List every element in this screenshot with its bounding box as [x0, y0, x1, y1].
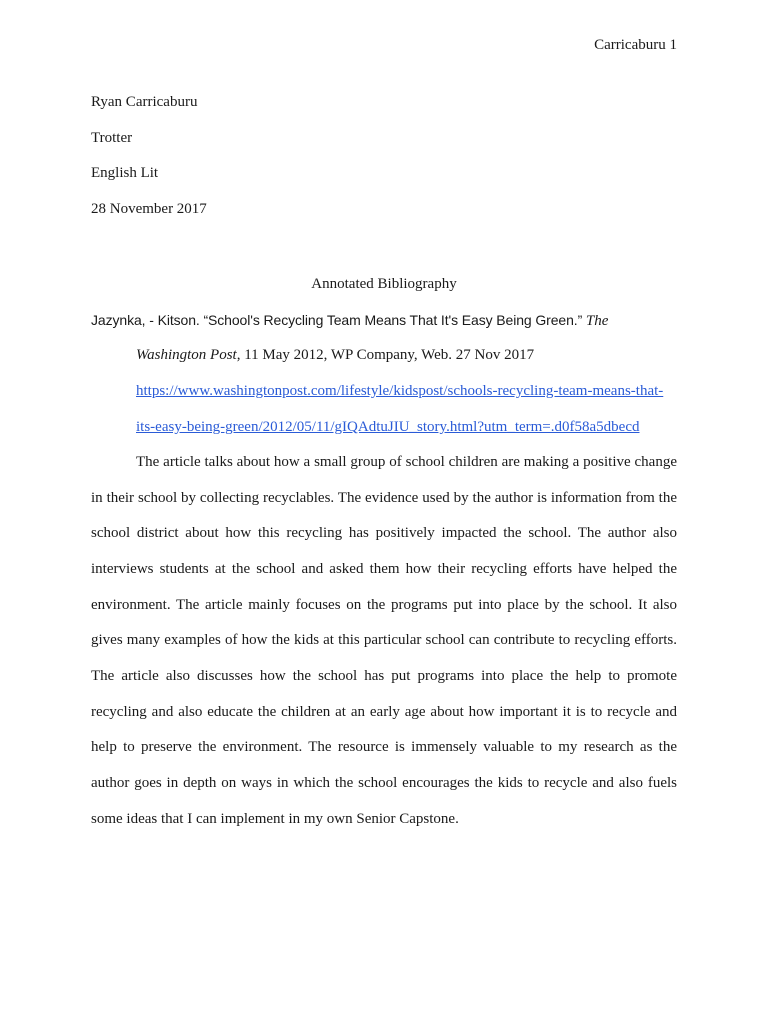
annotation-line: author goes in depth on ways in which the school encourages the kids to recycle and also fuels: [91, 775, 677, 791]
annotation-line: interviews students at the school and asked them how their recycling efforts have helped the: [91, 561, 677, 577]
citation-line-2: [136, 345, 534, 365]
citation-url-line-1[interactable]: [136, 381, 663, 401]
instructor-name: Trotter: [91, 130, 133, 146]
citation-author: Jazynka, - Kitson.: [91, 312, 204, 328]
citation-details: , 11 May 2012, WP Company, Web. 27 Nov 2017: [236, 347, 535, 363]
course-name: English Lit: [91, 165, 159, 181]
annotation-line: recycling and also educate the children at an early age about how important it is to recycle and: [91, 704, 677, 720]
citation-url-link-part2[interactable]: its-easy-being-green/2012/05/11/gIQAdtuJIU_story.html?utm_term=.d0f58a5dbecd: [136, 419, 640, 435]
citation-article-title: “School's Recycling Team Means That It's Easy Being Green.”: [203, 312, 583, 328]
citation-publication-part2: Washington Post: [136, 347, 237, 363]
annotation-line: gives many examples of how the kids at this particular school can contribute to recycling efforts.: [91, 632, 677, 648]
annotation-line: school district about how this recycling has positively impacted the school. The author also: [91, 525, 677, 541]
citation-url-link-part1[interactable]: https://www.washingtonpost.com/lifestyle/kidspost/schools-recycling-team-means-that-: [136, 383, 664, 399]
annotation-line: The article also discusses how the school has put programs into place the help to promote: [91, 668, 677, 684]
citation-line-1: [91, 310, 608, 331]
annotation-line: help to preserve the environment. The resource is immensely valuable to my research as the: [91, 739, 677, 755]
citation-publication-part1: The: [585, 313, 609, 329]
date: 28 November 2017: [91, 201, 207, 217]
student-name: Ryan Carricaburu: [91, 94, 198, 110]
annotation-line: environment. The article mainly focuses on the programs put into place by the school. It also: [91, 597, 677, 613]
citation-url-line-2[interactable]: [136, 417, 640, 437]
annotation-line: The article talks about how a small group of school children are making a positive change: [136, 454, 677, 470]
annotation-line: some ideas that I can implement in my own Senior Capstone.: [91, 811, 459, 827]
annotation-line: in their school by collecting recyclables. The evidence used by the author is information from the: [91, 490, 677, 506]
document-title: Annotated Bibliography: [311, 276, 457, 292]
running-header: Carricaburu 1: [594, 37, 677, 53]
